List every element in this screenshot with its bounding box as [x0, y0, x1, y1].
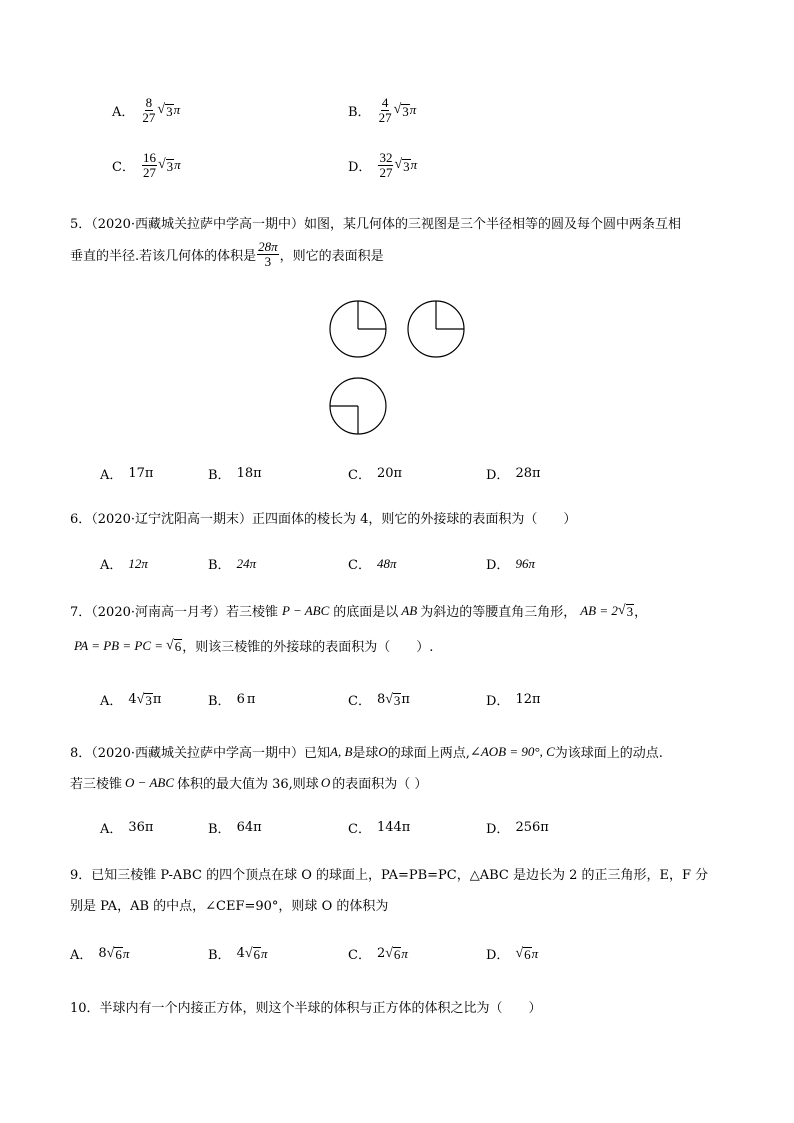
- q8-stem-line1: 8．（2020·西藏城关拉萨中学高一期中）已知 A, B 是球 O 的球面上两点, ∠AOB = 90°, C 为该球面上的动点.: [70, 743, 663, 761]
- q9-option-d[interactable]: D． √ 6 π: [486, 945, 539, 963]
- q4-option-d-label: D．: [348, 159, 372, 175]
- q9-option-a[interactable]: A． 8 √ 6 π: [70, 945, 130, 963]
- q4-option-d-sqrt: √ 3: [394, 157, 410, 174]
- side-view-circle: [408, 301, 464, 357]
- q4-option-a-label: A．: [112, 104, 135, 120]
- q6-option-c[interactable]: C． 48π: [348, 555, 397, 573]
- q7-stem-line2: PA = PB = PC = √ 6 ，则该三棱锥的外接球的表面积为（ ）.: [74, 637, 434, 655]
- q6-stem: 6．（2020·辽宁沈阳高一期末）正四面体的棱长为 4，则它的外接球的表面积为（ ）: [70, 512, 577, 527]
- q9-option-c[interactable]: C． 2 √ 6 π: [348, 945, 408, 963]
- q4-option-b-sqrt: √ 3: [393, 102, 409, 119]
- q5-volume-fraction: $\frac{28\pi}{3}$: [258, 239, 278, 269]
- q8-option-d[interactable]: D． 256π: [486, 820, 549, 837]
- q7-option-d[interactable]: D． 12 π: [486, 692, 541, 709]
- q7-option-b[interactable]: B． 6 π: [208, 692, 256, 709]
- q9-stem-line1: 9．已知三棱锥 P-ABC 的四个顶点在球 O 的球面上，PA=PB=PC，△ABC 是边长为 2 的正三角形，E，F 分: [70, 868, 709, 883]
- q4-option-a[interactable]: A． $\frac{8}{27}$ √ 3 π: [112, 95, 181, 125]
- q4-option-a-sqrt: √ 3: [157, 102, 173, 119]
- q4-option-c-fraction: $\frac{16}{27}$: [142, 150, 156, 180]
- q6-option-b[interactable]: B． 24π: [208, 555, 257, 573]
- q4-option-c-label: C．: [112, 159, 135, 175]
- q4-option-c-sqrt: √ 3: [157, 157, 174, 174]
- q6-option-a[interactable]: A． 12π: [100, 555, 148, 573]
- q7-option-c[interactable]: C． 8 √ 3 π: [348, 691, 410, 709]
- q4-option-c[interactable]: C． $\frac{16}{27}$ √ 3 π: [112, 150, 181, 180]
- q9-stem-line2: 别是 PA，AB 的中点，∠CEF=90°，则球 O 的体积为: [70, 899, 389, 914]
- q4-option-d-fraction: $\frac{32}{27}$: [379, 150, 393, 180]
- q8-option-a[interactable]: A． 36π: [100, 820, 154, 837]
- q9-option-b[interactable]: B． 4 √ 6 π: [208, 945, 268, 963]
- q4-option-b-label: B．: [348, 104, 371, 120]
- q7-stem-line1: 7．（2020·河南高一月考）若三棱锥 P − ABC 的底面是以 AB 为斜边的等腰直角三角形， AB = 2 √ 3 ，: [70, 602, 648, 620]
- top-view-circle: [330, 378, 386, 434]
- q8-stem-line2: 若三棱锥 O − ABC 体积的最大值为 36,则球 O 的表面积为（ ）: [70, 774, 428, 792]
- q4-option-b[interactable]: B． $\frac{4}{27}$ √ 3 π: [348, 95, 417, 125]
- q4-option-d[interactable]: D． $\frac{32}{27}$ √ 3 π: [348, 150, 418, 180]
- q5-option-a[interactable]: A． 17π: [100, 466, 154, 483]
- q5-option-c[interactable]: C． 20π: [348, 466, 403, 483]
- q4-option-a-fraction: $\frac{8}{27}$: [142, 95, 156, 125]
- front-view-circle: [330, 301, 386, 357]
- q7-option-a[interactable]: A． 4 √ 3 π: [100, 691, 162, 709]
- q5-option-b[interactable]: B． 18π: [208, 466, 262, 483]
- q4-option-b-fraction: $\frac{4}{27}$: [378, 95, 392, 125]
- three-view-figure: [320, 294, 480, 442]
- q8-option-c[interactable]: C． 144π: [348, 820, 411, 837]
- q5-stem-line2: 垂直的半径.若该几何体的体积是 $\frac{28\pi}{3}$ ，则它的表面积是: [70, 239, 384, 269]
- q5-stem-line1: 5．（2020·西藏城关拉萨中学高一期中）如图，某几何体的三视图是三个半径相等的圆及每个圆中两条互相: [70, 217, 681, 232]
- q6-option-d[interactable]: D． 96π: [486, 555, 535, 573]
- q8-option-b[interactable]: B． 64π: [208, 820, 262, 837]
- q5-option-d[interactable]: D． 28π: [486, 466, 541, 483]
- q10-stem: 10．半球内有一个内接正方体，则这个半球的体积与正方体的体积之比为（ ）: [70, 1001, 542, 1016]
